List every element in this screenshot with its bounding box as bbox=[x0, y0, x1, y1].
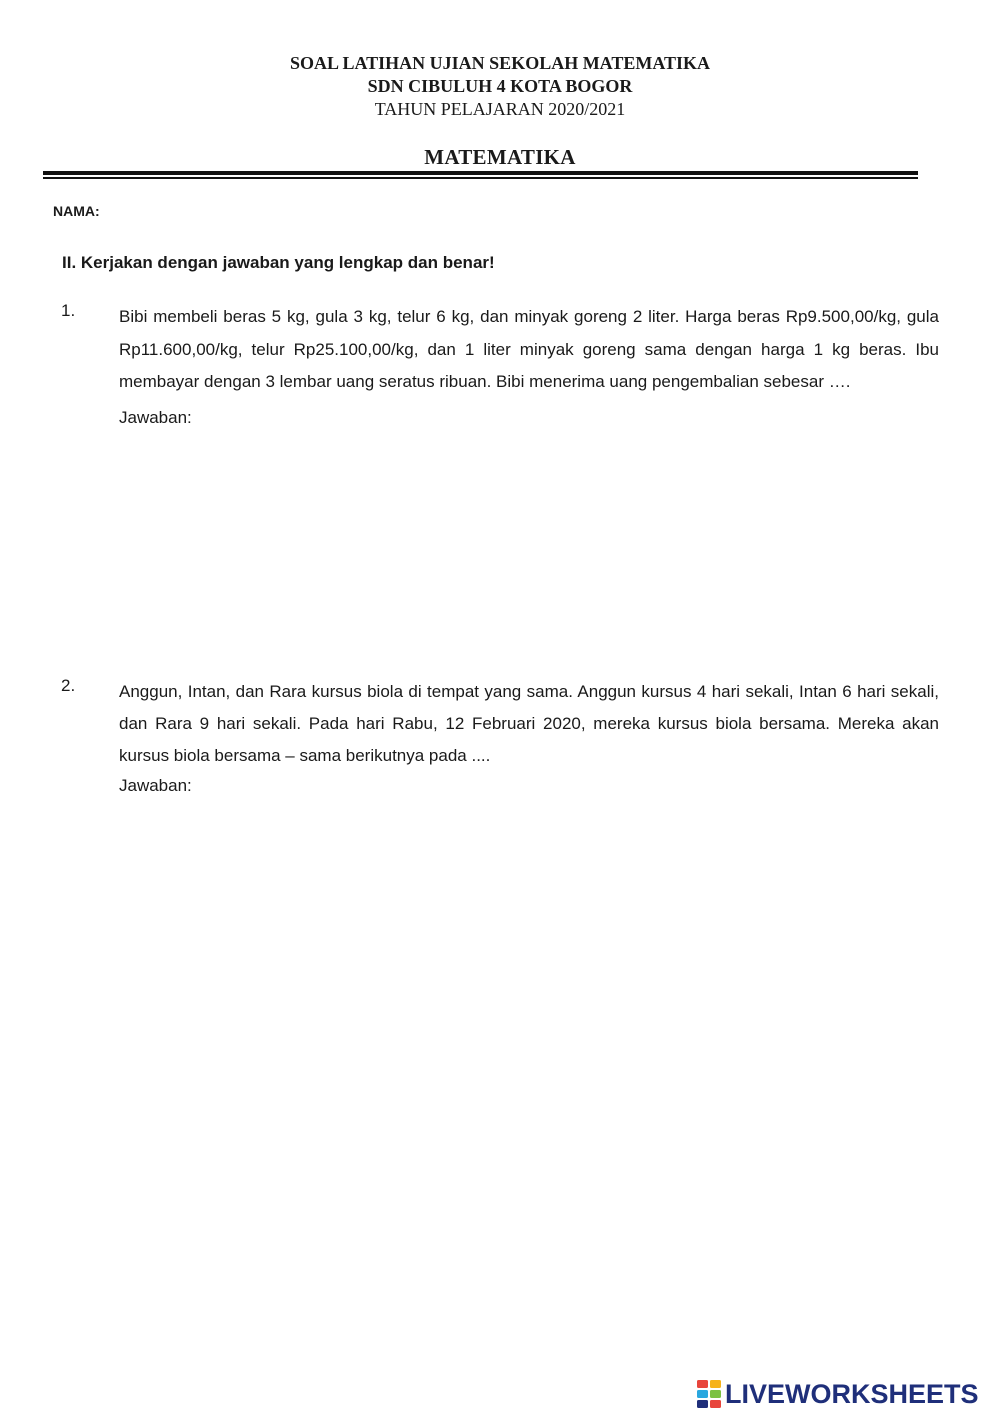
question-text: Bibi membeli beras 5 kg, gula 3 kg, telur 6 kg, dan minyak goreng 2 liter. Harga beras Rp9.500,00/kg, gula Rp11.600,00/kg, telur Rp25.100,00/kg, dan 1 liter minyak goreng sama dengan harga 1 kg beras. Ibu membayar dengan 3 lembar uang seratus ribuan. Bibi menerima uang pengembalian sebesar …. bbox=[119, 307, 939, 391]
answer-label: Jawaban: bbox=[119, 776, 192, 795]
answer-label: Jawaban: bbox=[119, 407, 192, 427]
header-title: SOAL LATIHAN UJIAN SEKOLAH MATEMATIKA bbox=[289, 53, 711, 73]
header-divider-thin bbox=[43, 177, 918, 179]
question-number: 1. bbox=[61, 301, 76, 320]
header-year: TAHUN PELAJARAN 2020/2021 bbox=[374, 99, 626, 119]
subject-title: MATEMATIKA bbox=[424, 145, 576, 169]
instruction-text: II. Kerjakan dengan jawaban yang lengkap dan benar! bbox=[62, 253, 495, 272]
brand-name: LIVEWORKSHEETS bbox=[725, 1378, 979, 1409]
liveworksheets-logo-icon bbox=[697, 1380, 722, 1408]
name-label: NAMA: bbox=[53, 203, 100, 219]
question-text: Anggun, Intan, dan Rara kursus biola di tempat yang sama. Anggun kursus 4 hari sekali, Intan 6 hari sekali, dan Rara 9 hari sekali. Pada hari Rabu, 12 Februari 2020, mereka kursus biola bersama. Mereka akan kursus biola bersama – sama berikutnya pada .... bbox=[119, 682, 939, 765]
question-number: 2. bbox=[61, 676, 76, 695]
header-school: SDN CIBULUH 4 KOTA BOGOR bbox=[367, 76, 633, 96]
liveworksheets-logo bbox=[697, 1376, 979, 1412]
document-header bbox=[0, 52, 1000, 120]
header-divider-thick bbox=[43, 171, 918, 175]
